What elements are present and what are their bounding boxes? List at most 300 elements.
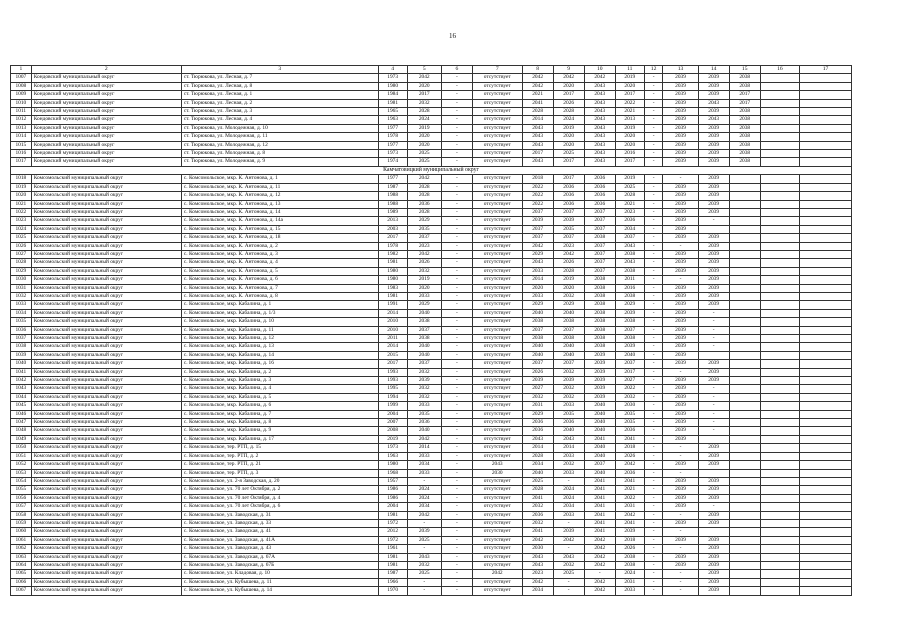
table-row [11, 410, 852, 418]
table-cell: 2042 [407, 511, 441, 519]
table-cell [729, 318, 760, 326]
table-cell: 2036 [553, 200, 584, 208]
table-row [11, 545, 852, 553]
table-cell: - [441, 477, 472, 485]
table-cell: отсутствует [472, 553, 522, 561]
table-cell: - [644, 326, 663, 334]
table-cell [800, 116, 852, 124]
column-number-cell: 9 [553, 66, 584, 74]
table-cell: 2039 [584, 351, 615, 359]
table-cell: 2021 [522, 91, 553, 99]
table-cell: с. Комсомольское, мкр. К. Антонова, д. 12 [181, 192, 378, 200]
table-cell: 2039 [698, 183, 729, 191]
table-cell: 2040 [584, 469, 615, 477]
table-cell [800, 587, 852, 595]
table-cell: - [644, 82, 663, 90]
table-cell [800, 318, 852, 326]
table-cell: Комсомольский муниципальный округ [31, 486, 181, 494]
table-row [11, 427, 852, 435]
table-cell: Комсомольский муниципальный округ [31, 427, 181, 435]
table-cell [760, 82, 799, 90]
table-cell: - [644, 301, 663, 309]
table-cell: 2036 [584, 200, 615, 208]
table-cell: 1999 [378, 402, 407, 410]
table-cell: - [407, 578, 441, 586]
table-cell: 2039 [698, 150, 729, 158]
table-cell: 2039 [698, 108, 729, 116]
table-cell: с. Комсомольское, ул. Заводская, д. 67Б [181, 561, 378, 569]
table-cell: 1981 [378, 553, 407, 561]
table-cell: 2031 [522, 402, 553, 410]
table-cell [800, 503, 852, 511]
table-cell: - [644, 74, 663, 82]
table-cell: отсутствует [472, 309, 522, 317]
table-cell: 2039 [698, 242, 729, 250]
table-cell: отсутствует [472, 486, 522, 494]
table-cell: 2024 [407, 494, 441, 502]
table-cell: 2040 [407, 309, 441, 317]
table-cell: - [644, 318, 663, 326]
table-cell: Комсомольский муниципальный округ [31, 461, 181, 469]
table-cell [760, 343, 799, 351]
table-cell: с. Комсомольское, ул. 70 лет Октября, д. 2 [181, 486, 378, 494]
table-cell: 1982 [378, 250, 407, 258]
table-cell: 2040 [522, 351, 553, 359]
table-cell: - [441, 494, 472, 502]
table-cell: 2017 [407, 91, 441, 99]
table-cell: отсутствует [472, 225, 522, 233]
table-cell [760, 461, 799, 469]
table-cell: 1970 [378, 587, 407, 595]
table-cell: - [441, 284, 472, 292]
table-cell: 2040 [407, 427, 441, 435]
table-cell: 2043 [522, 124, 553, 132]
table-cell: 2019 [378, 435, 407, 443]
table-cell: 1017 [11, 158, 32, 166]
table-cell: 2041 [522, 528, 553, 536]
table-cell: 1977 [378, 141, 407, 149]
table-cell: - [644, 419, 663, 427]
table-cell: 1983 [378, 284, 407, 292]
table-cell: 1984 [378, 91, 407, 99]
table-cell [760, 200, 799, 208]
table-cell: Комсомольский муниципальный округ [31, 561, 181, 569]
table-row [11, 99, 852, 107]
table-cell [800, 284, 852, 292]
table-cell: Кондовский муниципальный округ [31, 133, 181, 141]
table-cell: отсутствует [472, 301, 522, 309]
table-cell: 2025 [407, 536, 441, 544]
table-cell: 2025 [407, 158, 441, 166]
table-cell: 2043 [584, 150, 615, 158]
table-cell: 2039 [663, 208, 698, 216]
table-cell: 1980 [378, 461, 407, 469]
table-cell: - [441, 200, 472, 208]
table-cell: Комсомольский муниципальный округ [31, 309, 181, 317]
table-cell: с. Комсомольское, мкр. К. Антонова, д. 6 [181, 276, 378, 284]
table-cell: 2039 [584, 377, 615, 385]
table-cell [760, 419, 799, 427]
table-cell: 2027 [522, 385, 553, 393]
table-cell: 2017 [615, 91, 644, 99]
table-cell: 2037 [522, 234, 553, 242]
table-cell [760, 351, 799, 359]
table-cell: 2008 [378, 427, 407, 435]
table-cell [800, 536, 852, 544]
table-cell: 2021 [615, 486, 644, 494]
table-cell: 2039 [663, 133, 698, 141]
table-cell: 1055 [11, 486, 32, 494]
table-cell: 2039 [698, 545, 729, 553]
table-cell: 1026 [11, 242, 32, 250]
table-cell: - [441, 469, 472, 477]
table-cell: 2028 [615, 192, 644, 200]
table-row [11, 259, 852, 267]
table-row [11, 469, 852, 477]
table-cell [800, 561, 852, 569]
table-cell: 2028 [407, 192, 441, 200]
table-cell: - [441, 377, 472, 385]
table-cell: 2039 [663, 250, 698, 258]
table-cell [760, 158, 799, 166]
table-cell: 1966 [378, 578, 407, 586]
table-cell: 2036 [553, 419, 584, 427]
table-cell [729, 183, 760, 191]
table-cell: 2037 [553, 208, 584, 216]
table-cell: 2036 [407, 419, 441, 427]
table-cell: - [698, 410, 729, 418]
table-cell: 2028 [407, 208, 441, 216]
table-cell: с. Комсомольское, мкр. Кабалина, д. 14 [181, 351, 378, 359]
table-cell: 2043 [698, 99, 729, 107]
table-cell [800, 570, 852, 578]
table-cell [760, 150, 799, 158]
table-cell: 1968 [378, 469, 407, 477]
table-row [11, 494, 852, 502]
table-cell [760, 74, 799, 82]
table-cell: Комсомольский муниципальный округ [31, 208, 181, 216]
table-cell [729, 276, 760, 284]
table-cell: Кондовский муниципальный округ [31, 74, 181, 82]
table-row [11, 133, 852, 141]
table-cell: 2038 [615, 318, 644, 326]
table-cell [760, 91, 799, 99]
table-cell: 2032 [407, 393, 441, 401]
table-cell: - [698, 385, 729, 393]
table-cell: 2036 [553, 192, 584, 200]
table-cell [729, 259, 760, 267]
table-cell: - [441, 368, 472, 376]
table-cell [760, 570, 799, 578]
table-cell: Комсомольский муниципальный округ [31, 250, 181, 258]
table-cell [800, 292, 852, 300]
table-cell: Комсомольский муниципальный округ [31, 377, 181, 385]
table-cell: 2022 [522, 192, 553, 200]
table-cell [729, 225, 760, 233]
table-cell: - [698, 217, 729, 225]
table-cell: 2014 [378, 343, 407, 351]
table-cell: 2025 [407, 150, 441, 158]
table-cell: отсутствует [472, 276, 522, 284]
table-cell: - [644, 200, 663, 208]
table-cell: - [441, 234, 472, 242]
table-cell: 2039 [663, 284, 698, 292]
table-cell: - [663, 368, 698, 376]
column-number-cell: 17 [800, 66, 852, 74]
table-cell: 2039 [407, 377, 441, 385]
table-cell: 2039 [663, 292, 698, 300]
table-row [11, 402, 852, 410]
table-cell: с. Комсомольское, ул. Заводская, д. 43 [181, 545, 378, 553]
table-cell: 2039 [698, 292, 729, 300]
table-cell: с. Комсомольское, мкр. Кабалина, д. 12 [181, 335, 378, 343]
table-cell: Комсомольский муниципальный округ [31, 242, 181, 250]
table-cell [729, 553, 760, 561]
table-cell [800, 385, 852, 393]
table-cell: - [644, 99, 663, 107]
table-cell: 2029 [522, 301, 553, 309]
table-cell: 2039 [553, 217, 584, 225]
table-cell: - [441, 259, 472, 267]
table-cell: 2039 [615, 309, 644, 317]
table-cell [729, 494, 760, 502]
table-cell: 2032 [553, 461, 584, 469]
table-cell: 2023 [407, 242, 441, 250]
table-row [11, 141, 852, 149]
table-cell: 2036 [615, 427, 644, 435]
table-cell [760, 519, 799, 527]
table-cell: 2020 [407, 82, 441, 90]
table-cell: Кондовский муниципальный округ [31, 91, 181, 99]
table-row [11, 267, 852, 275]
page-number: 16 [449, 32, 456, 40]
table-cell: - [644, 570, 663, 578]
table-row [11, 377, 852, 385]
table-cell: 2032 [407, 99, 441, 107]
table-row [11, 519, 852, 527]
table-cell: 1961 [378, 545, 407, 553]
table-cell [729, 234, 760, 242]
table-cell: 2025 [615, 183, 644, 191]
table-cell: - [644, 561, 663, 569]
table-cell: 2039 [698, 200, 729, 208]
table-row [11, 234, 852, 242]
table-cell: 2032 [553, 368, 584, 376]
table-row [11, 511, 852, 519]
table-cell: 2019 [407, 276, 441, 284]
table-cell: Кондовский муниципальный округ [31, 99, 181, 107]
table-cell [760, 192, 799, 200]
table-cell: - [644, 402, 663, 410]
table-cell: отсутствует [472, 335, 522, 343]
table-cell: 2042 [553, 536, 584, 544]
table-cell: - [553, 477, 584, 485]
table-cell [760, 360, 799, 368]
table-cell [800, 225, 852, 233]
table-cell: - [698, 393, 729, 401]
table-cell: 2034 [522, 587, 553, 595]
table-cell: 2033 [407, 452, 441, 460]
table-cell: ст. Тюрюкова, ул. Лесная, д. 3 [181, 108, 378, 116]
table-cell: 2033 [407, 402, 441, 410]
table-cell: - [644, 511, 663, 519]
table-cell: 1066 [11, 578, 32, 586]
table-cell: 2025 [407, 570, 441, 578]
table-cell: Комсомольский муниципальный округ [31, 452, 181, 460]
table-cell: отсутствует [472, 368, 522, 376]
table-row [11, 158, 852, 166]
table-cell: - [441, 175, 472, 183]
table-cell: 2043 [522, 141, 553, 149]
table-row [11, 393, 852, 401]
table-cell: с. Комсомольское, мкр. Кабалина, д. 17 [181, 435, 378, 443]
table-cell: 2035 [407, 410, 441, 418]
table-row [11, 276, 852, 284]
table-cell: - [644, 536, 663, 544]
table-cell: 2039 [663, 326, 698, 334]
table-cell: - [644, 377, 663, 385]
table-cell: 2026 [615, 452, 644, 460]
table-cell: с. Комсомольское, мкр. Кабалина, д. 1/3 [181, 309, 378, 317]
table-cell: 1973 [378, 444, 407, 452]
table-cell: отсутствует [472, 402, 522, 410]
table-cell: - [644, 250, 663, 258]
table-cell [760, 208, 799, 216]
table-cell: - [407, 519, 441, 527]
table-cell: 2022 [522, 183, 553, 191]
table-cell: - [663, 469, 698, 477]
table-cell [729, 208, 760, 216]
table-row [11, 217, 852, 225]
table-cell: с. Комсомольское, тер. РТП, д. 15 [181, 444, 378, 452]
table-row [11, 461, 852, 469]
table-cell [760, 108, 799, 116]
table-cell: с. Комсомольское, мкр. К. Антонова, д. 14а [181, 217, 378, 225]
table-cell: 2043 [522, 133, 553, 141]
table-cell: 2042 [522, 578, 553, 586]
table-cell: - [644, 133, 663, 141]
table-cell: Комсомольский муниципальный округ [31, 419, 181, 427]
table-cell: 2019 [615, 74, 644, 82]
table-cell: 2038 [553, 318, 584, 326]
table-cell [729, 301, 760, 309]
table-cell: 1053 [11, 469, 32, 477]
table-cell: 1056 [11, 494, 32, 502]
table-cell: 2041 [615, 477, 644, 485]
table-cell: 2015 [378, 351, 407, 359]
table-cell: - [441, 267, 472, 275]
table-cell: - [644, 91, 663, 99]
table-cell: Комсомольский муниципальный округ [31, 402, 181, 410]
table-cell: 1977 [378, 124, 407, 132]
table-cell [760, 309, 799, 317]
table-cell: отсутствует [472, 192, 522, 200]
table-cell: 1016 [11, 150, 32, 158]
table-cell: Комсомольский муниципальный округ [31, 234, 181, 242]
table-cell: 2036 [584, 183, 615, 191]
table-cell: с. Комсомольское, ул. Заводская, д. 41 [181, 528, 378, 536]
table-cell: с. Комсомольское, ул. Заводская, д. 67А [181, 553, 378, 561]
table-cell [800, 200, 852, 208]
table-cell [729, 309, 760, 317]
table-cell: 1064 [11, 561, 32, 569]
table-cell [800, 175, 852, 183]
table-cell [800, 469, 852, 477]
table-cell: - [644, 141, 663, 149]
table-cell: 2042 [584, 74, 615, 82]
table-cell: - [644, 124, 663, 132]
table-cell: 1012 [11, 116, 32, 124]
table-cell: с. Комсомольское, ул. Кладовая, д. 10 [181, 570, 378, 578]
table-cell: - [441, 183, 472, 191]
table-cell [760, 234, 799, 242]
table-cell: 1034 [11, 309, 32, 317]
table-cell: - [644, 368, 663, 376]
table-cell: 2037 [584, 217, 615, 225]
table-cell: 2037 [407, 360, 441, 368]
table-cell: - [663, 578, 698, 586]
table-cell [729, 528, 760, 536]
table-cell: - [663, 545, 698, 553]
table-cell: - [441, 410, 472, 418]
table-cell: отсутствует [472, 217, 522, 225]
table-cell: - [407, 545, 441, 553]
table-row [11, 435, 852, 443]
table-cell: Комсомольский муниципальный округ [31, 284, 181, 292]
table-cell: 1981 [378, 561, 407, 569]
table-cell [760, 242, 799, 250]
table-cell: - [644, 486, 663, 494]
table-cell: 2039 [698, 377, 729, 385]
table-cell: ст. Тюрюкова, ул. Молодежная, д. 10 [181, 124, 378, 132]
table-cell: 1015 [11, 141, 32, 149]
table-cell: 2033 [407, 292, 441, 300]
table-cell: 1993 [378, 377, 407, 385]
table-cell: 1014 [11, 133, 32, 141]
table-cell: 2039 [663, 158, 698, 166]
table-cell: 2032 [553, 561, 584, 569]
table-row [11, 452, 852, 460]
table-cell: Комсомольский муниципальный округ [31, 545, 181, 553]
table-row [11, 250, 852, 258]
table-cell: 2038 [584, 335, 615, 343]
table-cell: 2039 [663, 99, 698, 107]
table-cell: 2039 [698, 91, 729, 99]
table-cell: 2041 [584, 477, 615, 485]
table-cell: 2040 [615, 351, 644, 359]
table-cell: Кондовский муниципальный округ [31, 82, 181, 90]
table-cell: с. Комсомольское, ул. Кубышева, д. 11 [181, 578, 378, 586]
table-cell: - [441, 82, 472, 90]
table-cell: 2038 [729, 116, 760, 124]
table-cell: 2023 [522, 570, 553, 578]
table-cell: 2020 [407, 284, 441, 292]
table-cell: отсутствует [472, 519, 522, 527]
table-cell: 1033 [11, 301, 32, 309]
table-cell [760, 318, 799, 326]
table-cell: 2038 [584, 318, 615, 326]
table-cell: 2036 [522, 427, 553, 435]
table-cell: 2003 [378, 225, 407, 233]
table-cell: 2042 [584, 587, 615, 595]
table-cell: 1018 [11, 175, 32, 183]
table-cell: 2038 [615, 267, 644, 275]
table-cell [729, 570, 760, 578]
table-cell: 2039 [698, 461, 729, 469]
table-cell: отсутствует [472, 351, 522, 359]
table-row [11, 477, 852, 485]
table-cell: 2038 [584, 276, 615, 284]
